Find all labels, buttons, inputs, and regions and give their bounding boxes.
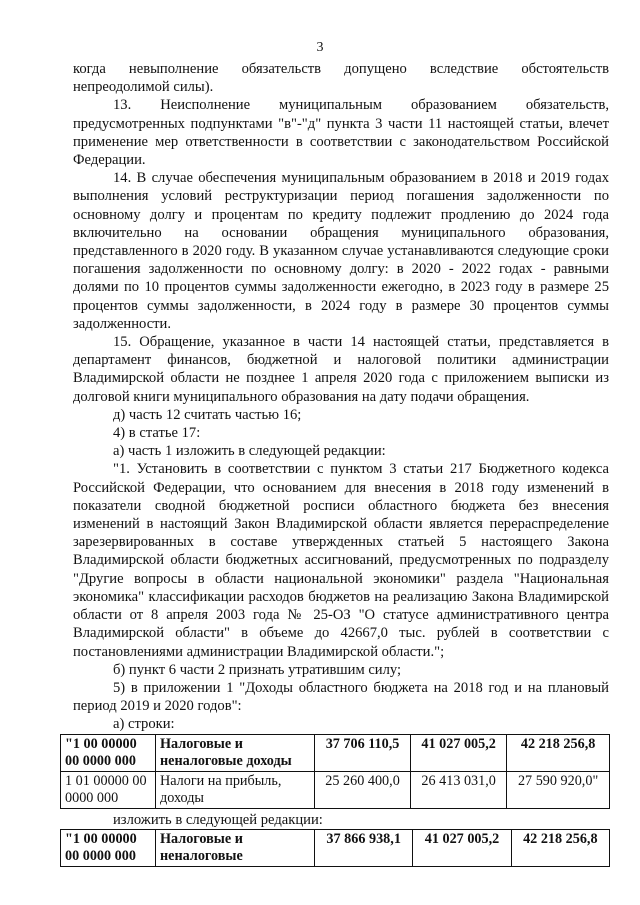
paragraph: 14. В случае обеспечения муниципальным образованием в 2018 и 2019 годах выполнения условий реструктуризации период погашения задолженности по основному долгу и процентам по кредиту подлежит продлению до 2024 года включительно на основании обращения муниципального образования, представленного в 2020 году. В указанном случае устанавливаются следующие сроки погашения задолженности по основному долгу: в 2020 - 2022 годах - равными долями по 10 процентов суммы задолженности ежегодно, в 2023 году в размере 25 процентов суммы задолженности, в 2024 году в размере 30 процентов суммы задолженности. (73, 170, 609, 332)
table-cell-2018: 25 260 400,0 (315, 771, 411, 808)
table-cell-name: Налоги на прибыль, доходы (156, 771, 315, 808)
page-number: 3 (316, 40, 324, 55)
table-row (61, 771, 610, 808)
paragraph: б) пункт 6 части 2 признать утратившим силу; (113, 661, 402, 678)
paragraph: а) часть 1 изложить в следующей редакции: (113, 443, 386, 460)
table-cell-code: 1 01 00000 00 0000 000 (61, 771, 156, 808)
table-cell-2018: 37 706 110,5 (315, 734, 411, 771)
old-rows-table (60, 734, 610, 809)
paragraph: изложить в следующей редакции: (113, 811, 323, 828)
paragraph: а) строки: (113, 716, 175, 733)
paragraph: 15. Обращение, указанное в части 14 настоящей статьи, представляется в департамент финансов, бюджетной и налоговой политики администрации Владимирской области не позднее 1 апреля 2020 года с приложением выписки из долговой книги муниципального образования на дату подачи обращения. (73, 334, 609, 405)
table-cell-name: Налоговые и неналоговые (156, 829, 315, 866)
paragraph: 4) в статье 17: (113, 425, 201, 442)
table-cell-2018: 37 866 938,1 (315, 829, 413, 866)
table-cell-2019: 41 027 005,2 (411, 734, 507, 771)
table-cell-2019: 26 413 031,0 (411, 771, 507, 808)
table-cell-code: "1 00 00000 00 0000 000 (61, 829, 156, 866)
document-body (65, 60, 609, 867)
table-cell-name: Налоговые и неналоговые доходы (156, 734, 315, 771)
paragraph: когда невыполнение обязательств допущено вследствие обстоятельств непреодолимой силы). (73, 61, 609, 96)
paragraph: "1. Установить в соответствии с пунктом 3 статьи 217 Бюджетного кодекса Российской Федерации, что основанием для внесения в 2018 году изменений в показатели сводной бюджетной росписи областного бюджета без внесения изменений в настоящий Закон Владимирской области является перераспределение зарезервированных в составе утвержденных статьей 5 настоящего Закона Владимирской области бюджетных ассигнований, предусмотренных по подразделу "Другие вопросы в области национальной экономики" раздела "Национальная экономика" классификации расходов бюджетов на реализацию Закона Владимирской области от 8 апреля 2003 года № 25-ОЗ "О статусе административного центра Владимирской области" в объеме до 42667,0 тыс. рублей в соответствии с постановлениями администрации Владимирской области."; (73, 461, 609, 660)
table-cell-2020: 42 218 256,8 (507, 734, 610, 771)
table-cell-2019: 41 027 005,2 (413, 829, 511, 866)
table-cell-2020: 27 590 920,0" (507, 771, 610, 808)
table-row (61, 734, 610, 771)
table-cell-2020: 42 218 256,8 (511, 829, 609, 866)
paragraph: 5) в приложении 1 "Доходы областного бюджета на 2018 год и на плановый период 2019 и 2020 годов": (73, 679, 609, 715)
paragraph: 13. Неисполнение муниципальным образованием обязательств, предусмотренных подпунктами "в"-"д" пункта 3 части 11 настоящей статьи, влечет применение мер ответственности в соответствии с законодательством Российской Федерации. (73, 97, 609, 169)
new-rows-table (60, 829, 610, 867)
paragraph: д) часть 12 считать частью 16; (113, 406, 302, 423)
table-cell-code: "1 00 00000 00 0000 000 (61, 734, 156, 771)
table-row (61, 829, 610, 866)
